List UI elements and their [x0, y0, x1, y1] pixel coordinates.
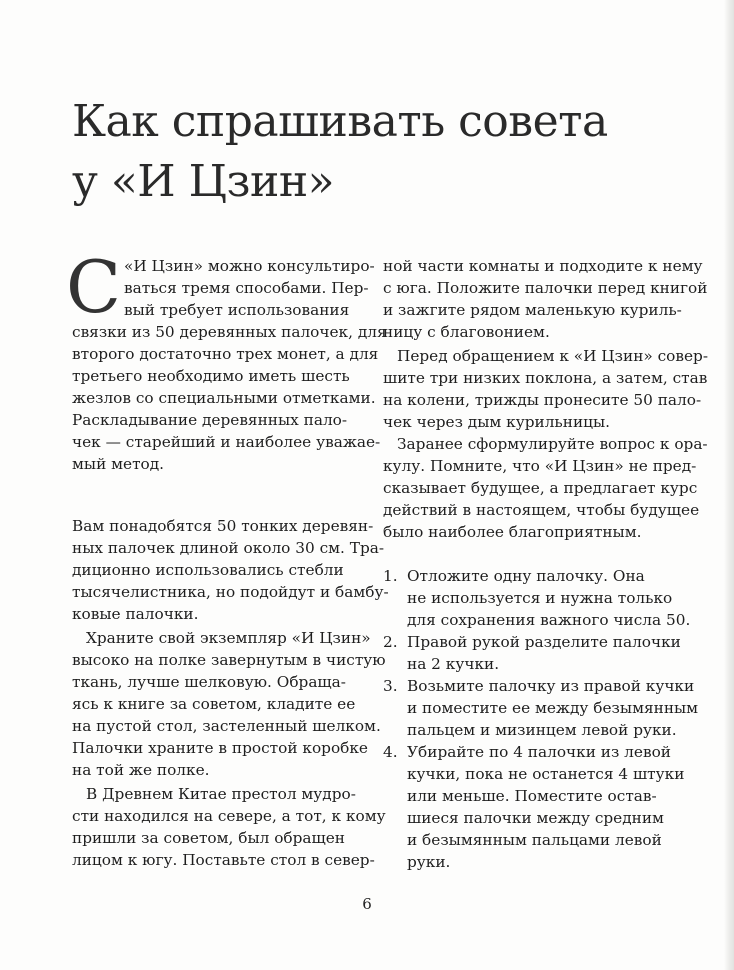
text-line: ницу с благовонием. — [383, 323, 550, 341]
text-line: шите три низких поклона, а затем, став — [383, 369, 708, 387]
storage-paragraph — [72, 627, 386, 781]
text-line: ваться тремя способами. Пер- — [124, 279, 369, 297]
text-line: пришли за советом, был обращен — [72, 829, 346, 847]
list-item — [383, 631, 703, 675]
page-title — [72, 92, 608, 212]
text-line: Храните свой экземпляр «И Цзин» — [86, 629, 371, 647]
text-line: тысячелистника, но подойдут и бамбу- — [72, 583, 389, 601]
text-line: третьего необходимо иметь шесть — [72, 367, 350, 385]
text-line: кулу. Помните, что «И Цзин» не пред- — [383, 457, 697, 475]
text-line: Возьмите палочку из правой кучки — [407, 677, 695, 695]
text-line: на той же полке. — [72, 761, 210, 779]
text-line: и поместите ее между безымянным — [407, 699, 699, 717]
list-number: 2. — [383, 633, 398, 651]
list-item — [383, 565, 703, 631]
text-line: чек — старейший и наиболее уважае- — [72, 433, 381, 451]
question-paragraph — [383, 433, 708, 543]
text-line: лицом к югу. Поставьте стол в север- — [72, 851, 375, 869]
bow-paragraph — [383, 345, 709, 433]
text-line: Заранее сформулируйте вопрос к ора- — [397, 435, 708, 453]
text-line: Палочки храните в простой коробке — [72, 739, 368, 757]
text-line: ясь к книге за советом, кладите ее — [72, 695, 356, 713]
page-edge-shadow — [724, 0, 734, 970]
title-line-1: Как спрашивать совета — [72, 96, 608, 147]
text-line: вый требует использования — [124, 301, 350, 319]
text-line: и зажгите рядом маленькую куриль- — [383, 301, 682, 319]
materials-paragraph — [72, 515, 389, 625]
text-line: мый метод. — [72, 455, 165, 473]
text-line: на 2 кучки. — [407, 655, 500, 673]
list-item — [383, 741, 703, 873]
text-line: чек через дым курильницы. — [383, 413, 611, 431]
text-line: было наиболее благоприятным. — [383, 523, 642, 541]
text-line: шиеся палочки между средним — [407, 809, 664, 827]
text-line: ковые палочки. — [72, 605, 199, 623]
text-line: с юга. Положите палочки перед книгой — [383, 279, 708, 297]
text-line: высоко на полке завернутым в чистую — [72, 651, 386, 669]
text-line: жезлов со специальными отметками. — [72, 389, 376, 407]
text-line: на колени, трижды пронесите 50 пало- — [383, 391, 702, 409]
text-line: не используется и нужна только — [407, 589, 673, 607]
text-line: для сохранения важного числа 50. — [407, 611, 691, 629]
title-line-2: у «И Цзин» — [72, 156, 335, 207]
text-line: ных палочек длиной около 30 см. Тра- — [72, 539, 385, 557]
text-line: Отложите одну палочку. Она — [407, 567, 645, 585]
text-line: руки. — [407, 853, 451, 871]
text-line: сказывает будущее, а предлагает курс — [383, 479, 698, 497]
text-line: Правой рукой разделите палочки — [407, 633, 681, 651]
text-line: диционно использовались стебли — [72, 561, 344, 579]
page-number: 6 — [362, 895, 372, 913]
text-line: или меньше. Поместите остав- — [407, 787, 657, 805]
text-line: и безымянным пальцами левой — [407, 831, 662, 849]
room-paragraph — [383, 255, 708, 343]
text-line: на пустой стол, застеленный шелком. — [72, 717, 381, 735]
text-line: сти находился на севере, а тот, к кому — [72, 807, 386, 825]
intro-paragraph — [66, 245, 387, 475]
list-item — [383, 675, 703, 741]
list-number: 4. — [383, 743, 398, 761]
list-number: 1. — [383, 567, 398, 585]
steps-list — [383, 565, 703, 873]
text-line: пальцем и мизинцем левой руки. — [407, 721, 677, 739]
text-line: действий в настоящем, чтобы будущее — [383, 501, 700, 519]
text-line: кучки, пока не останется 4 штуки — [407, 765, 685, 783]
list-number: 3. — [383, 677, 398, 695]
ancient-china-paragraph — [72, 783, 386, 871]
text-line: Вам понадобятся 50 тонких деревян- — [72, 517, 374, 535]
text-line: Раскладывание деревянных пало- — [72, 411, 348, 429]
text-line: Убирайте по 4 палочки из левой — [407, 743, 671, 761]
drop-cap: С — [66, 245, 122, 329]
text-line: «И Цзин» можно консультиро- — [124, 257, 375, 275]
text-line: ной части комнаты и подходите к нему — [383, 257, 703, 275]
text-line: второго достаточно трех монет, а для — [72, 345, 379, 363]
text-line: В Древнем Китае престол мудро- — [86, 785, 356, 803]
text-line: Перед обращением к «И Цзин» совер- — [397, 347, 709, 365]
text-line: ткань, лучше шелковую. Обраща- — [72, 673, 346, 691]
text-line: связки из 50 деревянных палочек, для — [72, 323, 387, 341]
